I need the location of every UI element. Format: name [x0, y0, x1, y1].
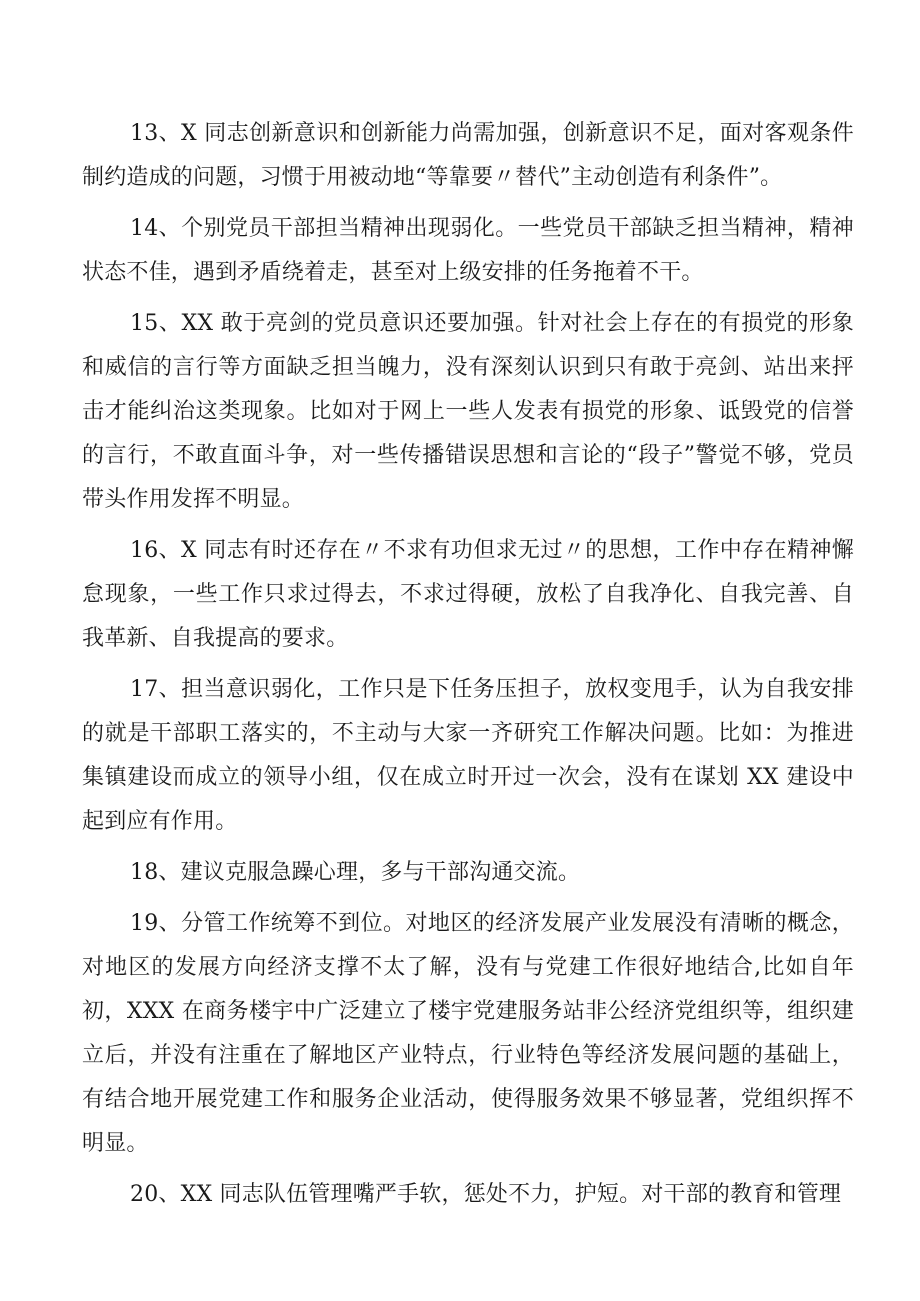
paragraph-17: 17、担当意识弱化，工作只是下任务压担子，放权变甩手，认为自我安排的就是干部职工落实的，不主动与大家一齐研究工作解决问题。比如：为推进集镇建设而成立的领导小组，仅在成立时开过一次会，没有在谋划 XX 建设中起到应有作用。: [82, 677, 854, 834]
paragraph-14: 14、个别党员干部担当精神出现弱化。一些党员干部缺乏担当精神，精神状态不佳，遇到矛盾绕着走，甚至对上级安排的任务拖着不干。: [82, 216, 854, 285]
paragraph-13: 13、X 同志创新意识和创新能力尚需加强，创新意识不足，面对客观条件制约造成的问题，习惯于用被动地“等靠要〃替代”主动创造有利条件”。: [82, 121, 854, 190]
paragraph-16: 16、X 同志有时还存在〃不求有功但求无过〃的思想，工作中存在精神懈怠现象，一些工作只求过得去，不求过得硬，放松了自我净化、自我完善、自我革新、自我提高的要求。: [82, 538, 854, 651]
paragraph-20: 20、XX 同志队伍管理嘴严手软，惩处不力，护短。对干部的教育和管理: [130, 1182, 842, 1207]
document-body: [82, 112, 854, 1224]
paragraph-15: 15、XX 敢于亮剑的党员意识还要加强。针对社会上存在的有损党的形象和威信的言行等方面缺乏担当魄力，没有深刻认识到只有敢于亮剑、站出来抨击才能纠治这类现象。比如对于网上一些人发表有损党的形象、诋毁党的信誉的言行，不敢直面斗争，对一些传播错误思想和言论的“段子”警觉不够，党员带头作用发挥不明显。: [82, 311, 854, 512]
paragraph-19: 19、分管工作统筹不到位。对地区的经济发展产业发展没有清晰的概念，对地区的发展方向经济支撑不太了解，没有与党建工作很好地结合,比如自年初，XXX 在商务楼宇中广泛建立了楼宇党建服务站非公经济党组织等，组织建立后，并没有注重在了解地区产业特点，行业特色等经济发展问题的基础上，有结合地开展党建工作和服务企业活动，使得服务效果不够显著，党组织挥不明显。: [82, 911, 854, 1156]
paragraph-18: 18、建议克服急躁心理，多与干部沟通交流。: [130, 860, 581, 885]
